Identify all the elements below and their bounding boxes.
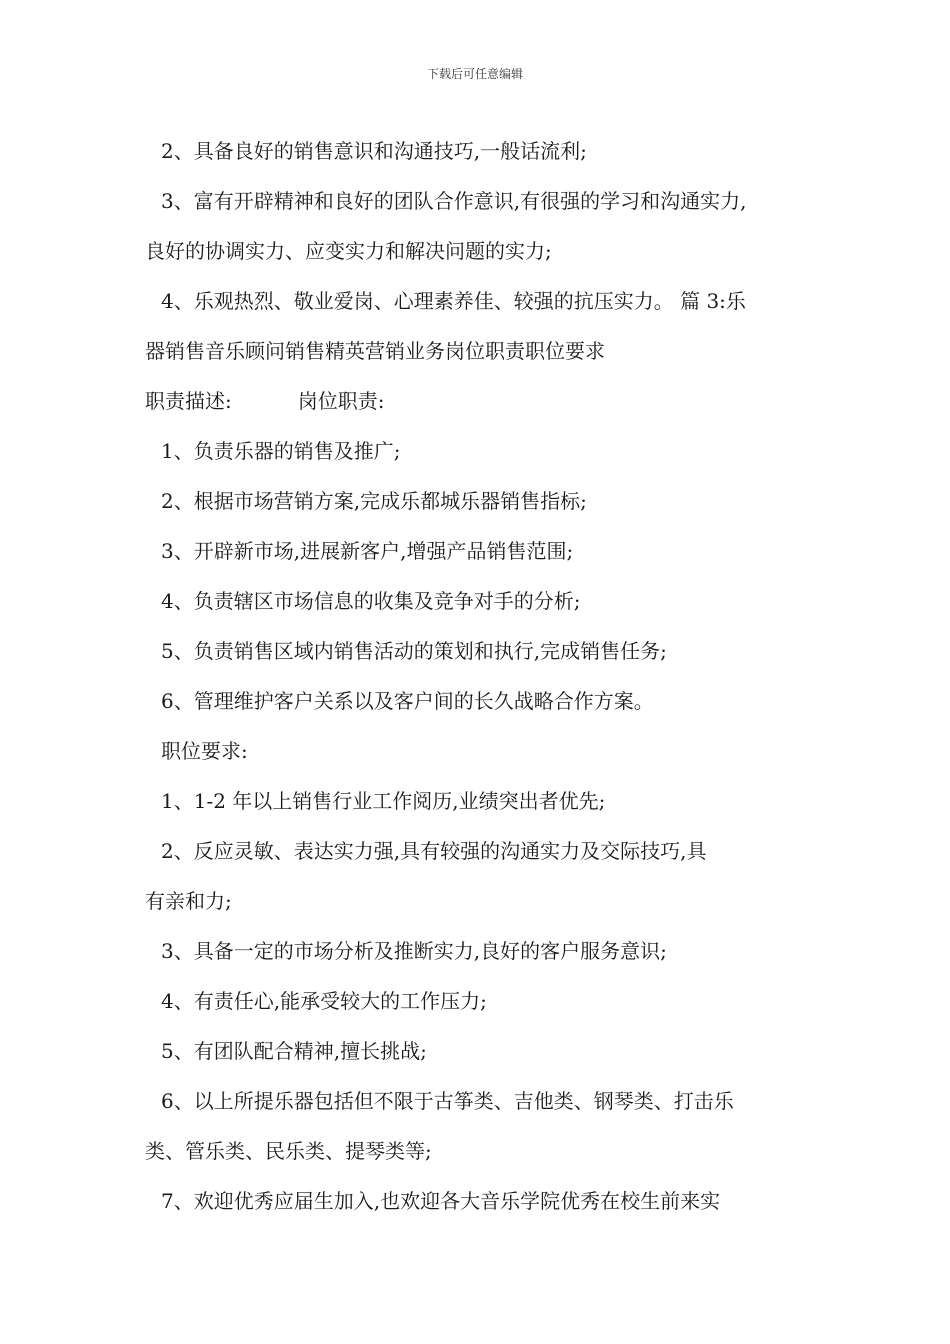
job-requirement-2-cont: 有亲和力; (145, 889, 232, 913)
job-requirement-2: 2、反应灵敏、表达实力强,具有较强的沟通实力及交际技巧,具 (161, 839, 707, 863)
duty-line-1: 1、负责乐器的销售及推广; (161, 439, 401, 463)
requirement-line-4: 4、乐观热烈、敬业爱岗、心理素养佳、较强的抗压实力。 篇 3:乐 (161, 289, 746, 313)
job-requirement-6: 6、以上所提乐器包括但不限于古筝类、吉他类、钢琴类、打击乐 (161, 1089, 734, 1113)
section-3-title: 器销售音乐顾问销售精英营销业务岗位职责职位要求 (145, 339, 605, 363)
duty-line-5: 5、负责销售区域内销售活动的策划和执行,完成销售任务; (161, 639, 667, 663)
page-header-note: 下载后可任意编辑 (426, 67, 523, 81)
document-body (145, 126, 820, 1226)
duties-description-label: 职责描述: (145, 389, 232, 413)
duty-line-6: 6、管理维护客户关系以及客户间的长久战略合作方案。 (161, 689, 654, 713)
job-duties-label: 岗位职责: (297, 389, 385, 413)
duty-line-3: 3、开辟新市场,进展新客户,增强产品销售范围; (161, 539, 574, 563)
job-requirement-6-cont: 类、管乐类、民乐类、提琴类等; (145, 1139, 432, 1163)
job-requirement-4: 4、有责任心,能承受较大的工作压力; (161, 989, 487, 1013)
duty-line-4: 4、负责辖区市场信息的收集及竞争对手的分析; (161, 589, 581, 613)
job-requirements-heading: 职位要求: (161, 739, 248, 763)
job-requirement-1: 1、1-2 年以上销售行业工作阅历,业绩突出者优先; (161, 789, 606, 813)
requirement-line-3: 3、富有开辟精神和良好的团队合作意识,有很强的学习和沟通实力, (161, 189, 747, 213)
job-requirement-5: 5、有团队配合精神,擅长挑战; (161, 1039, 427, 1063)
requirement-line-3-cont: 良好的协调实力、应变实力和解决问题的实力; (145, 239, 552, 263)
requirement-line-2: 2、具备良好的销售意识和沟通技巧,一般话流利; (161, 139, 587, 163)
job-requirement-7: 7、欢迎优秀应届生加入,也欢迎各大音乐学院优秀在校生前来实 (161, 1189, 721, 1213)
duty-line-2: 2、根据市场营销方案,完成乐都城乐器销售指标; (161, 489, 587, 513)
job-requirement-3: 3、具备一定的市场分析及推断实力,良好的客户服务意识; (161, 939, 667, 963)
duties-heading-row (145, 376, 820, 426)
